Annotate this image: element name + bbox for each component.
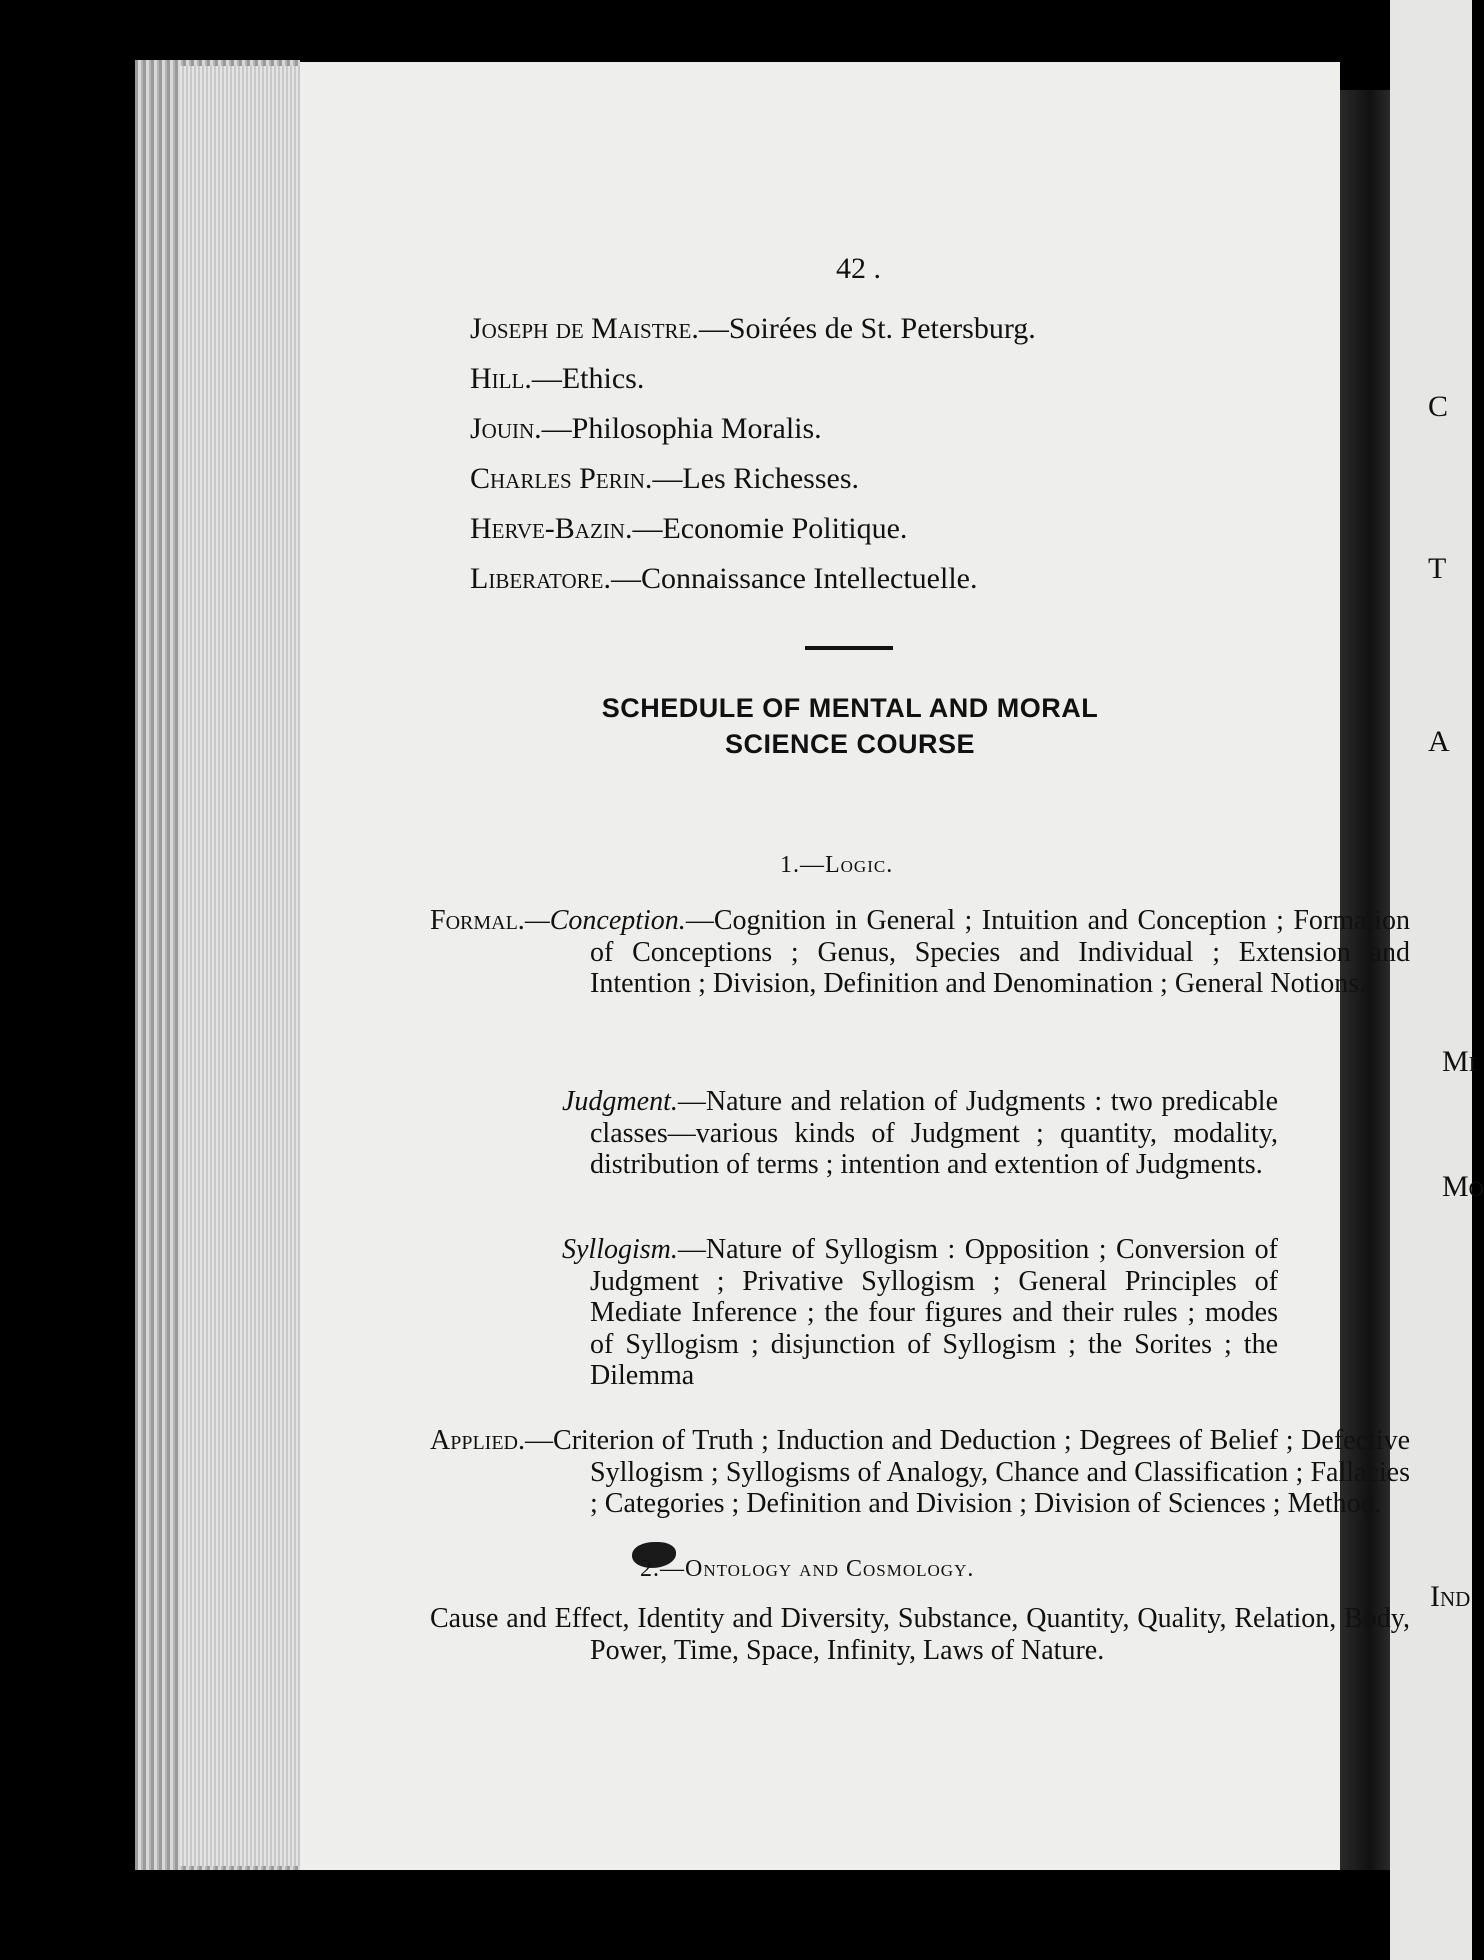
applied-label: Applied. xyxy=(430,1425,526,1456)
section-divider xyxy=(805,646,893,650)
reference-author: Hill. xyxy=(470,362,532,395)
page-number: 42 . xyxy=(836,252,881,285)
applied-paragraph xyxy=(430,1425,1410,1520)
schedule-title-line: SCHEDULE OF MENTAL AND MORAL xyxy=(601,693,1099,723)
formal-label: Formal. xyxy=(430,905,525,936)
reference-work: —Ethics. xyxy=(531,362,645,395)
reference-work: —Soirées de St. Petersburg. xyxy=(698,312,1036,345)
syllogism-text: —Nature of Syllogism : Opposition ; Conversion of Judgment ; Privative Syllogism ; General Principles of Mediate Inference ; the four figures and their rules ; modes of Syllogism ; disjunction of Syllogism ; the Sorites ; the Dilemma xyxy=(590,1234,1278,1391)
logic-heading: 1.—Logic. xyxy=(780,852,894,878)
conception-label: —Conception. xyxy=(524,905,686,936)
reference-author: Liberatore. xyxy=(470,562,611,595)
syllogism-label: Syllogism. xyxy=(562,1234,678,1265)
facing-page-letter: A xyxy=(1428,725,1450,758)
book-page xyxy=(300,62,1410,1870)
reference-work: —Economie Politique. xyxy=(632,512,908,545)
reference-work: —Connaissance Intellectuelle. xyxy=(610,562,978,595)
syllogism-paragraph xyxy=(562,1234,1278,1392)
facing-page-letter: C xyxy=(1428,390,1449,423)
conception-text: —Cognition in General ; Intuition and Conception ; Formation of Conceptions ; Genus, Species and Individual ; Extension and Intention ; Division, Definition and Denomination ; General Notions. xyxy=(590,905,1410,999)
reference-author: Herve-Bazin. xyxy=(470,512,633,545)
reference-entry xyxy=(470,412,822,446)
facing-page-letter: Ind xyxy=(1430,1580,1471,1613)
applied-text: —Criterion of Truth ; Induction and Deduction ; Degrees of Belief ; Defective Syllogism ; Syllogisms of Analogy, Chance and Classification ; Fallacies ; Categories ; Definition and Division ; Division of Sciences ; Method. xyxy=(525,1425,1410,1519)
schedule-title xyxy=(530,690,1170,762)
reference-entry xyxy=(470,512,907,546)
reference-entry xyxy=(470,312,1036,346)
judgment-paragraph xyxy=(562,1086,1278,1181)
ontology-paragraph: Cause and Effect, Identity and Diversity, Substance, Quantity, Quality, Relation, Body, Power, Time, Space, Infinity, Laws of Nature. xyxy=(430,1603,1410,1666)
book-page-edges-inner xyxy=(180,66,300,1866)
reference-author: Charles Perin. xyxy=(470,462,653,495)
schedule-title-line: SCIENCE COURSE xyxy=(724,729,976,759)
reference-entry xyxy=(470,462,859,496)
reference-author: Joseph de Maistre. xyxy=(470,312,699,345)
facing-page-letter: T xyxy=(1428,552,1447,585)
ontology-heading: 2.—Ontology and Cosmology. xyxy=(640,1556,975,1582)
formal-conception-paragraph xyxy=(430,905,1410,1000)
reference-entry xyxy=(470,562,978,596)
facing-page-letter: Mo xyxy=(1442,1170,1484,1203)
judgment-text: —Nature and relation of Judgments : two predicable classes—various kinds of Judgment ; quantity, modality, distribution of terms ; intention and extention of Judgments. xyxy=(590,1086,1278,1180)
judgment-label: Judgment. xyxy=(562,1086,678,1117)
reference-work: —Philosophia Moralis. xyxy=(541,412,822,445)
reference-author: Jouin. xyxy=(470,412,542,445)
reference-entry xyxy=(470,362,644,396)
facing-page-letter: Mi xyxy=(1442,1045,1476,1078)
reference-work: —Les Richesses. xyxy=(652,462,860,495)
